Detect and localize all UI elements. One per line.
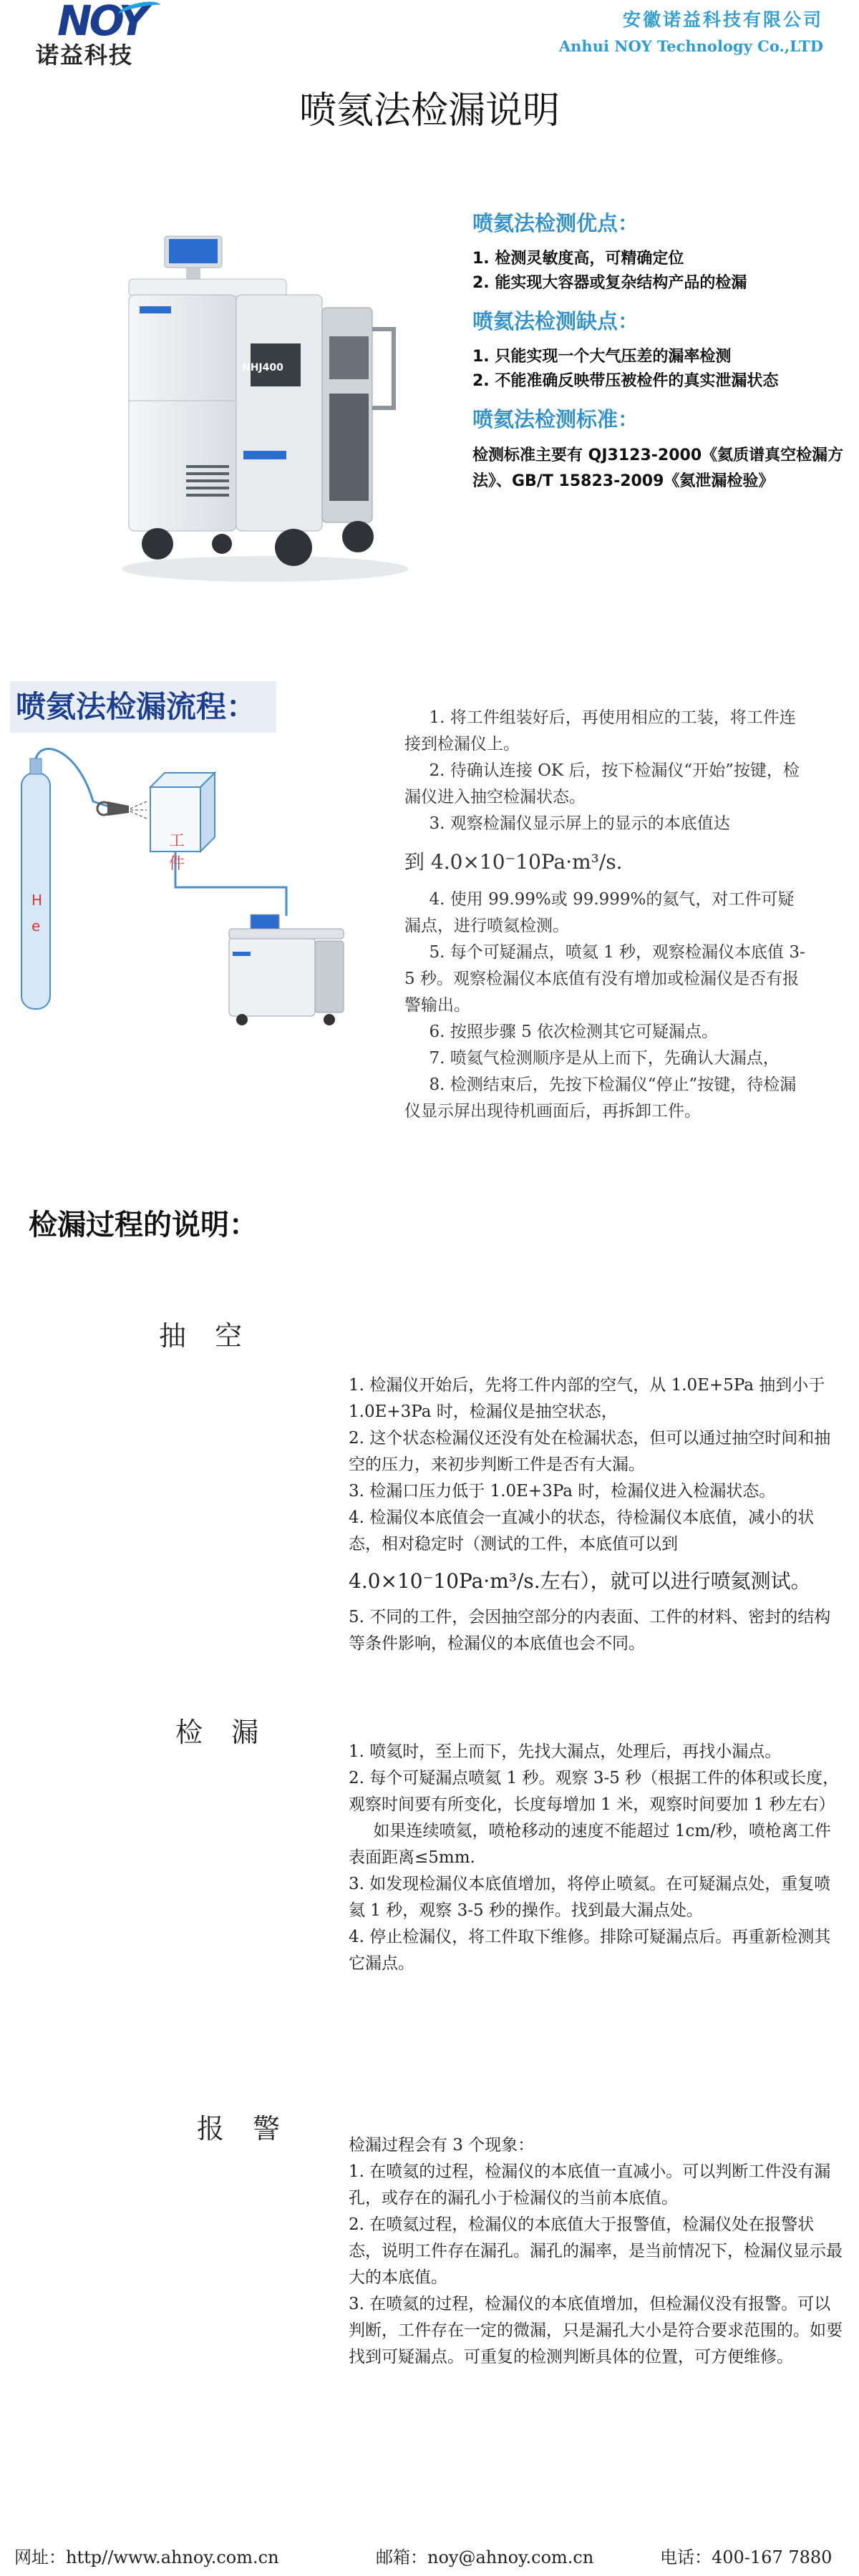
standards-heading: 喷氦法检测标准： [472,407,639,431]
list-item: 5. 每个可疑漏点，喷氦 1 秒，观察检漏仪本底值 3-5 秒。观察检漏仪本底值有没有增加或检漏仪是否有报警输出。 [404,943,805,1015]
list-item: 4.0×10⁻10Pa·m³/s.左右），就可以进行喷氦测试。 [349,1569,811,1593]
evacuation-paragraphs [349,1372,843,1657]
list-item: 2. 在喷氦过程，检漏仪的本底值大于报警值，检漏仪处在报警状态，说明工件存在漏孔。漏孔的漏率，是当前情况下，检漏仪显示最大的本底值。 [349,2215,843,2287]
footer-website: 网址：http//www.ahnoy.com.cn [14,2547,279,2567]
logo-text: 诺益科技 [36,42,134,69]
leak-detection-label: 检 漏 [175,1717,269,1748]
alarm-label: 报 警 [197,2113,291,2145]
company-name-cn: 安徽诺益科技有限公司 [622,9,823,30]
list-item: 4. 检漏仪本底值会一直减小的状态，待检漏仪本底值，减小的状态，相对稳定时（测试的工件，本底值可以到 [349,1508,815,1553]
leak-detector-machine-image [107,229,422,587]
list-item: 2. 这个状态检漏仪还没有处在检漏状态，但可以通过抽空时间和抽空的压力，来初步判断工件是否有大漏。 [349,1429,831,1474]
list-item: 1. 将工件组装好后，再使用相应的工装，将工件连接到检漏仪上。 [404,708,796,753]
list-item: 3. 观察检漏仪显示屏上的显示的本底值达 [429,814,730,833]
machine-model-label: NHJ400 [242,362,283,374]
workpiece-label: 工 件 [168,832,185,873]
list-item: 7. 喷氦气检测顺序是从上而下，先确认大漏点， [429,1049,780,1068]
list-item: 1. 在喷氦的过程，检漏仪的本底值一直减小。可以判断工件没有漏孔，或存在的漏孔小于检漏仪的当前本底值。 [349,2162,831,2207]
advantages-list [472,247,845,296]
list-item: 2. 不能准确反映带压被检件的真实泄漏状态 [472,372,779,390]
process-steps [404,705,805,1125]
disadvantages-list [472,345,845,394]
advantages-heading: 喷氦法检测优点： [472,211,639,235]
list-item: 1. 检测灵敏度高，可精确定位 [472,250,684,268]
list-item: 1. 只能实现一个大气压差的漏率检测 [472,348,732,366]
company-name [559,6,823,55]
explanation-title: 检漏过程的说明： [29,1209,258,1241]
evacuation-label: 抽 空 [159,1320,253,1352]
company-name-en: Anhui NOY Technology Co.,LTD [558,37,823,55]
page-title: 喷氦法检漏说明 [299,89,560,132]
logo-mark: NOY [57,0,146,45]
method-info-panel [472,208,845,494]
list-item: 4. 停止检漏仪，将工件取下维修。排除可疑漏点后。再重新检测其它漏点。 [349,1928,831,1973]
list-item: 4. 使用 99.99%或 99.999%的氦气，对工件可疑漏点，进行喷氦检测。 [404,890,795,935]
list-item: 1. 检漏仪开始后，先将工件内部的空气，从 1.0E+5Pa 抽到小于 1.0E+3Pa 时，检漏仪是抽空状态， [349,1376,825,1421]
helium-label: H e [31,892,43,935]
leak-detection-paragraphs [349,1739,843,1977]
list-item: 3. 在喷氦的过程，检漏仪的本底值增加，但检漏仪没有报警。可以判断，工件存在一定的微漏，只是漏孔大小是符合要求范围的。如要找到可疑漏点。可重复的检测判断具体的位置，可方便维修。 [349,2295,843,2366]
list-item: 1. 喷氦时，至上而下，先找大漏点，处理后，再找小漏点。 [349,1742,782,1761]
list-item: 检漏过程会有 3 个现象： [349,2136,535,2155]
list-item: 8. 检测结束后，先按下检漏仪“停止”按键，待检漏仪显示屏出现待机画面后，再拆卸工件。 [404,1075,797,1121]
list-item: 3. 检漏口压力低于 1.0E+3Pa 时，检漏仪进入检漏状态。 [349,1482,776,1501]
alarm-paragraphs [349,2132,843,2371]
footer-email: 邮箱：noy@ahnoy.com.cn [376,2547,594,2567]
list-item: 2. 待确认连接 OK 后，按下检漏仪“开始”按键，检漏仪进入抽空检漏状态。 [404,761,800,806]
list-item: 到 4.0×10⁻10Pa·m³/s. [404,850,623,874]
standards-text: 检测标准主要有 QJ3123-2000《氦质谱真空检漏方法》、GB/T 15823-2009《氦泄漏检验》 [472,447,844,490]
list-item: 6. 按照步骤 5 依次检测其它可疑漏点。 [429,1023,719,1041]
list-item: 2. 每个可疑漏点喷氦 1 秒。观察 3-5 秒（根据工件的体积或长度，观察时间要有所变化，长度每增加 1 米，观察时间要加 1 秒左右） [349,1769,840,1814]
process-diagram [14,744,358,1030]
list-item: 如果连续喷氦，喷枪移动的速度不能超过 1cm/秒，喷枪离工件表面距离≤5mm. [349,1822,831,1867]
list-item: 5. 不同的工件，会因抽空部分的内表面、工件的材料、密封的结构等条件影响，检漏仪的本底值也会不同。 [349,1608,831,1653]
list-item: 2. 能实现大容器或复杂结构产品的检漏 [472,274,747,292]
page-footer [0,2529,859,2572]
footer-phone: 电话：400-167 7880 [660,2547,833,2567]
disadvantages-heading: 喷氦法检测缺点： [472,309,639,333]
process-heading: 喷氦法检漏流程： [10,681,276,733]
list-item: 3. 如发现检漏仪本底值增加，将停止喷氦。在可疑漏点处，重复喷氦 1 秒，观察 3-5 秒的操作。找到最大漏点处。 [349,1875,831,1920]
company-logo [36,0,179,69]
